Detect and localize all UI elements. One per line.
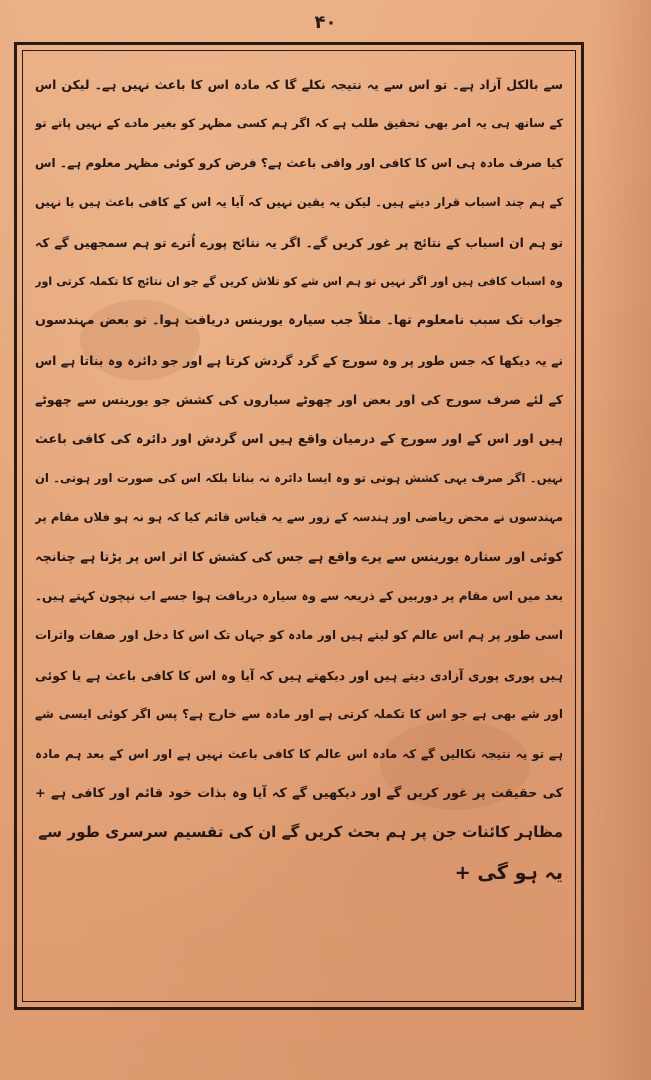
text-line: کے ساتھ ہی یہ امر بھی تحقیق طلب ہے کہ اگر ہم کسی مظہر کو بغیر مادے کے نہیں پاتے تو: [35, 116, 563, 131]
text-line: کیا صرف مادہ ہی اس کا کافی اور وافی باعث ہے؟ فرض کرو کوئی مظہر معلوم ہے۔ اس: [35, 155, 563, 170]
text-line: کے لئے صرف سورج کی اور بعض اور چھوٹے سیاروں کی کشش جو یورینس سے چھوٹے: [35, 392, 563, 408]
text-line: جواب تک سبب نامعلوم تھا۔ مثلاً جب سیارہ یورینس دریافت ہوا۔ تو بعض مہندسوں: [35, 313, 563, 329]
text-line: سے بالکل آزاد ہے۔ تو اس سے یہ نتیجہ نکلے گا کہ مادہ اس کا باعث نہیں ہے۔ لیکن اس: [35, 77, 563, 92]
text-line: کوئی اور ستارہ یورینس سے پرے واقع ہے جس کی کشش کا اثر اس پر پڑتا ہے چنانچہ: [35, 549, 563, 565]
text-line: اور شے بھی ہے جو اس کا تکملہ کرتی ہے اور مادہ سے خارج ہے؟ پس اگر کوئی ایسی شے: [35, 707, 563, 722]
text-line: بعد میں اس مقام پر دوربین کے ذریعہ سے وہ سیارہ دریافت ہوا جسے اب نپچون کہتے ہیں۔: [35, 589, 563, 604]
body-text: [35, 65, 563, 892]
text-line: اسی طور پر ہم اس عالم کو لیتے ہیں اور مادہ کو جہاں تک اس کا دخل اور صفات واثرات: [35, 628, 563, 643]
page-number: ۴۰: [314, 12, 337, 33]
text-line: مظاہر کائنات جن پر ہم بحث کریں گے ان کی تقسیم سرسری طور سے: [38, 823, 563, 842]
text-line: کی حقیقت پر غور کریں گے اور دیکھیں گے کہ آیا وہ بذات خود قائم اور کافی ہے +: [35, 786, 563, 802]
text-line: ہیں اور اس کے اور سورج کے درمیان واقع ہیں اس گردش اور دائرہ کی کافی باعث: [35, 431, 563, 447]
page-edge-shadow: [591, 0, 651, 1080]
text-line: نہیں۔ اگر صرف یہی کشش ہوتی تو وہ ایسا دائرہ نہ بناتا بلکہ اس کی صورت اور ہوتی۔ ان: [35, 470, 563, 485]
text-line: تو ہم ان اسباب کے نتائج پر غور کریں گے۔ اگر یہ نتائج پورے اُترے تو ہم سمجھیں گے کہ: [35, 234, 563, 250]
text-line: وہ اسباب کافی ہیں اور اگر نہیں تو ہم اس شے کو تلاش کریں گے جو ان نتائج کا تکملہ کرتی اور: [35, 274, 563, 288]
page-border-inner: [22, 50, 576, 1002]
text-line: مہندسوں نے محض ریاضی اور ہندسہ کے زور سے یہ قیاس قائم کیا کہ ہو نہ ہو فلاں مقام پر: [35, 510, 563, 525]
text-line: یہ ہو گی +: [454, 860, 563, 884]
text-line: ہیں پوری پوری آزادی دیتے ہیں اور دیکھتے ہیں کہ آیا وہ اس کا کافی باعث ہے یا کوئی: [35, 667, 563, 683]
text-line: نے یہ دیکھا کہ جس طور پر وہ سورج کے گرد گردش کرتا ہے اور جو دائرہ وہ بناتا ہے اس: [35, 352, 563, 368]
text-line: کے ہم چند اسباب قرار دیتے ہیں۔ لیکن یہ یقین نہیں کہ آیا یہ اس کے کافی باعث ہیں یا نہیں: [35, 195, 563, 210]
text-line: ہے تو یہ نتیجہ نکالیں گے کہ مادہ اس عالم کا کافی باعث نہیں ہے اور اس کے بعد ہم مادہ: [35, 746, 563, 761]
